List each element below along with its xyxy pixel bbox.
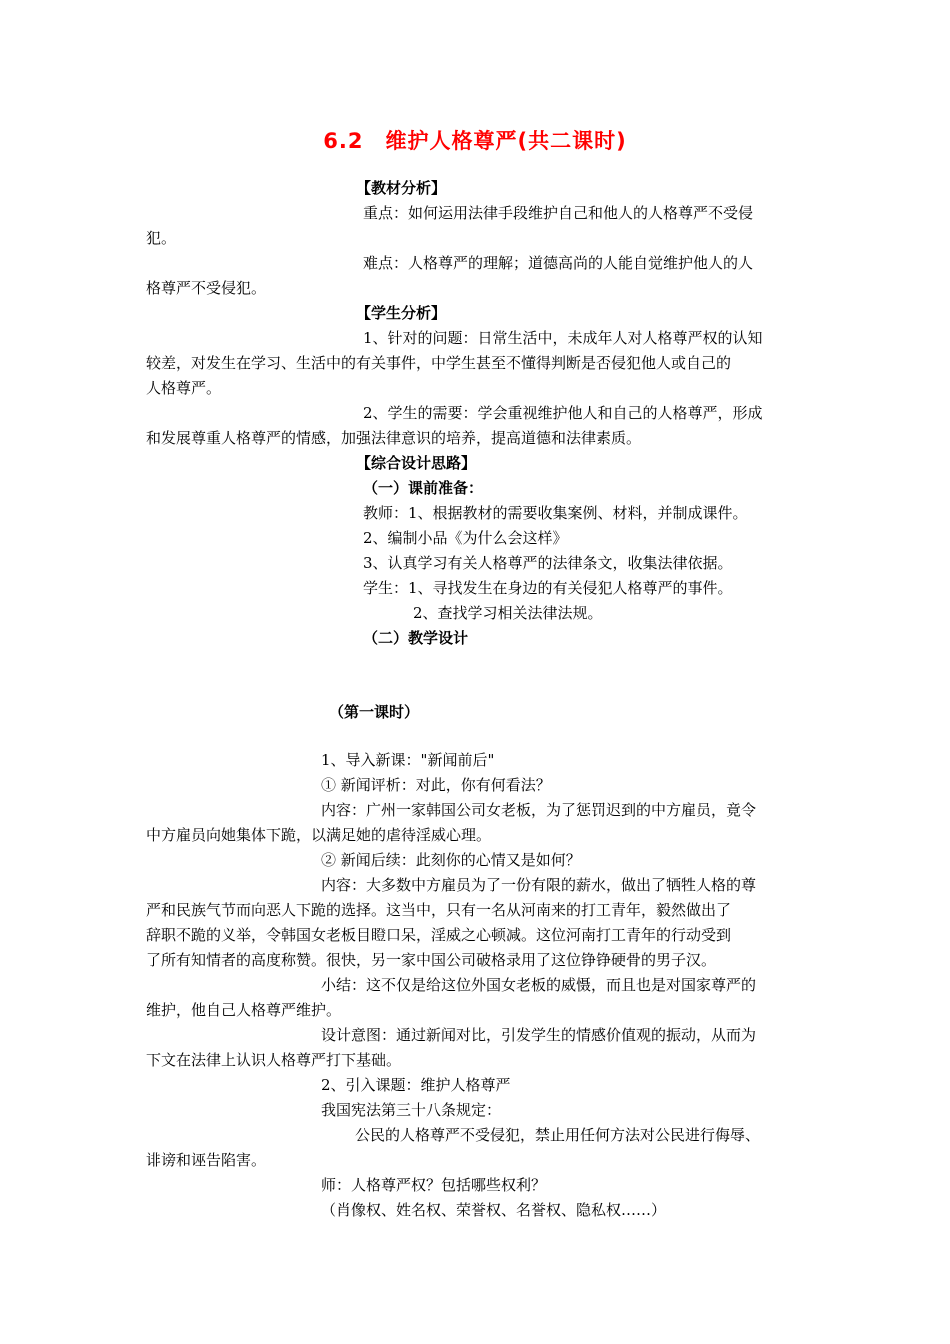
news-follow-text: ② 新闻后续：此刻你的心情又是如何？ (321, 851, 581, 869)
design-intent-text: 设计意图：通过新闻对比，引发学生的情感价值观的振动，从而为 (321, 1026, 757, 1044)
follow-content-text: 内容：大多数中方雇员为了一份有限的薪水，做出了牺牲人格的尊 (321, 876, 757, 894)
follow-content-text-cont1: 严和民族气节而向恶人下跪的选择。这当中，只有一名从河南来的打工青年，毅然做出了 (146, 901, 732, 919)
topic-intro-text: 2、引入课题：维护人格尊严 (321, 1076, 511, 1094)
student-prep-1: 学生：1、寻找发生在身边的有关侵犯人格尊严的事件。 (363, 579, 733, 597)
student-issue-text: 1、针对的问题：日常生活中，未成年人对人格尊严权的认知 (363, 329, 763, 347)
intro-text: 1、导入新课："新闻前后" (321, 751, 495, 769)
news-content-text: 内容：广州一家韩国公司女老板，为了惩罚迟到的中方雇员，竟令 (321, 801, 757, 819)
key-point-text-cont: 犯。 (146, 229, 177, 247)
teacher-prep-2: 2、编制小品《为什么会这样》 (363, 529, 568, 547)
summary-text-cont: 维护，他自己人格尊严维护。 (146, 1001, 342, 1019)
student-need-text-cont: 和发展尊重人格尊严的情感，加强法律意识的培养，提高道德和法律素质。 (146, 429, 642, 447)
student-need-text: 2、学生的需要：学会重视维护他人和自己的人格尊严，形成 (363, 404, 763, 422)
teacher-prep-1: 教师：1、根据教材的需要收集案例、材料，并制成课件。 (363, 504, 748, 522)
teacher-question-text: 师：人格尊严权？包括哪些权利？ (321, 1176, 547, 1194)
follow-content-text-cont3: 了所有知情者的高度称赞。很快，另一家中国公司破格录用了这位铮铮硬骨的男子汉。 (146, 951, 717, 969)
student-issue-text-cont2: 人格尊严。 (146, 379, 222, 397)
difficulty-text: 难点：人格尊严的理解；道德高尚的人能自觉维护他人的人 (363, 254, 754, 272)
heading-student-analysis: 【学生分析】 (356, 304, 447, 322)
heading-preparation: （一）课前准备： (363, 479, 484, 497)
teacher-prep-3: 3、认真学习有关人格尊严的法律条文，收集法律依据。 (363, 554, 733, 572)
student-prep-2: 2、查找学习相关法律法规。 (413, 604, 603, 622)
design-intent-text-cont: 下文在法律上认识人格尊严打下基础。 (146, 1051, 402, 1069)
rights-list-text: （肖像权、姓名权、荣誉权、名誉权、隐私权……） (321, 1201, 667, 1219)
document-title: 6.2 维护人格尊严(共二课时) (323, 129, 627, 153)
follow-content-text-cont2: 辞职不跪的义举，令韩国女老板目瞪口呆，淫威之心顿减。这位河南打工青年的行动受到 (146, 926, 732, 944)
difficulty-text-cont: 格尊严不受侵犯。 (146, 279, 267, 297)
constitution-quote-cont: 诽谤和诬告陷害。 (146, 1151, 267, 1169)
heading-teaching-design: （二）教学设计 (363, 629, 469, 647)
student-issue-text-cont1: 较差，对发生在学习、生活中的有关事件，中学生甚至不懂得判断是否侵犯他人或自己的 (146, 354, 732, 372)
constitution-text: 我国宪法第三十八条规定： (321, 1101, 502, 1119)
summary-text: 小结：这不仅是给这位外国女老板的威慑，而且也是对国家尊严的 (321, 976, 757, 994)
heading-lesson-one: （第一课时） (329, 703, 420, 721)
news-content-text-cont: 中方雇员向她集体下跪，以满足她的虐待淫威心理。 (146, 826, 492, 844)
heading-textbook-analysis: 【教材分析】 (356, 179, 447, 197)
heading-design-approach: 【综合设计思路】 (356, 454, 477, 472)
constitution-quote: 公民的人格尊严不受侵犯，禁止用任何方法对公民进行侮辱、 (355, 1126, 761, 1144)
key-point-text: 重点：如何运用法律手段维护自己和他人的人格尊严不受侵 (363, 204, 754, 222)
news-review-text: ① 新闻评析：对此，你有何看法？ (321, 776, 551, 794)
